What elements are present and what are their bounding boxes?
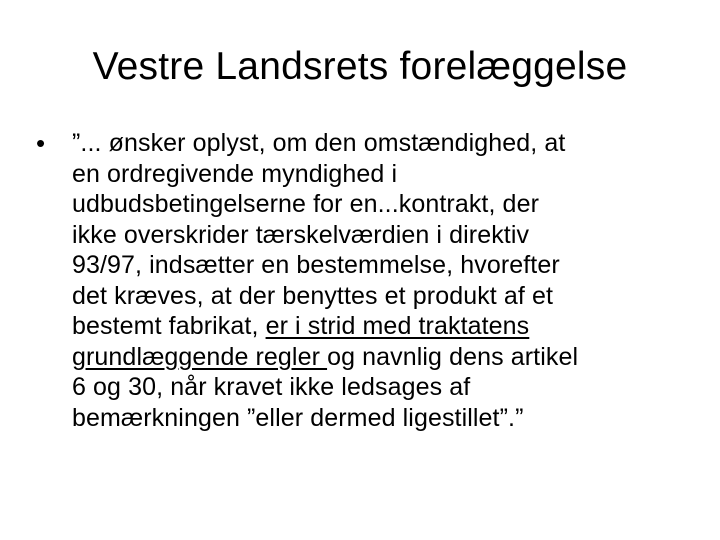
underlined-phrase: grundlæggende regler [72,342,328,371]
text-segment: 93/97, indsætter en bestemmelse, hvorefter [72,251,560,279]
quote-line [72,342,696,373]
text-segment: og navnlig dens artikel [327,342,579,371]
text-segment: bemærkningen ”eller dermed ligestillet”.” [72,403,524,432]
quote-text [72,128,696,433]
quote-line [72,128,696,159]
text-segment: ”... ønsker oplyst, om den omstændighed, at [72,129,566,157]
text-segment: en ordregivende myndighed i [72,159,398,188]
bullet-icon: • [36,128,46,158]
slide-body [36,128,696,433]
text-segment: bestemt fabrikat, [72,312,266,340]
quote-line [72,159,696,190]
quote-line [72,281,696,312]
text-segment: det kræves, at der benyttes et produkt af et [72,281,554,310]
quote-line [72,372,696,403]
quote-line [72,311,696,342]
text-segment: 6 og 30, når kravet ikke ledsages af [72,373,471,401]
bullet-item [36,128,696,433]
quote-line [72,189,696,220]
slide-title: Vestre Landsrets forelæggelse [92,45,628,88]
quote-line [72,403,696,434]
text-segment: ikke overskrider tærskelværdien i direktiv [72,220,530,249]
text-segment: udbudsbetingelserne for en...kontrakt, der [72,190,539,218]
quote-line [72,220,696,251]
underlined-phrase: er i strid med traktatens [265,312,530,340]
quote-line [72,250,696,281]
